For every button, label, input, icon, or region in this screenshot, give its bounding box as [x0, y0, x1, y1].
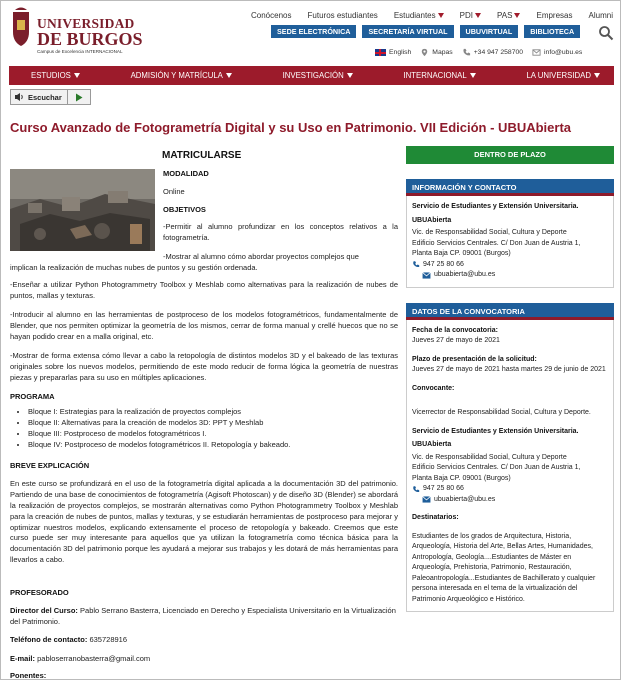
d-org: Servicio de Estudiantes y Extensión Universitaria. [412, 427, 579, 435]
email-value[interactable]: pabloserranobasterra@gmail.com [35, 654, 151, 663]
info-vic: Vic. de Responsabilidad Social, Cultura y Deporte [412, 229, 567, 236]
objetivo-4: -Introducir al alumno en las herramientas de postproceso de los modelos fotogramétricos, fundamentalmente de Blender, que nos permiten optimizar la geometría de los mismos, cerrar de forma manual y crellé huecos que no se hayan podido crear en a malla original, etc. [10, 310, 398, 341]
d-email[interactable]: ubuabierta@ubu.es [434, 495, 496, 503]
d-addr1: Edificio Servicios Centrales. C/ Don Juan de Austria 1, [412, 464, 581, 471]
d-phone-row [412, 484, 608, 495]
logo-line2: DE BURGOS [37, 29, 143, 49]
programa-item: • Bloque IV: Postproceso de modelos fotogramétricos II. Retopología y bakeado. [28, 440, 398, 451]
toplink-futuros[interactable]: Futuros estudiantes [307, 11, 378, 20]
email-label: E-mail: [10, 654, 36, 663]
modalidad-value: Online [163, 187, 185, 196]
director-row [10, 606, 398, 628]
fecha-label: Fecha de la convocatoria: [412, 326, 498, 334]
plazo-label: Plazo de presentación de la solicitud: [412, 355, 537, 363]
convocante-value: Vicerrector de Responsabilidad Social, Cultura y Deporte. [412, 409, 591, 416]
dropdown-arrow-icon [226, 73, 232, 78]
info-addr1: Edificio Servicios Centrales. C/ Don Juan de Austria 1, [412, 239, 581, 247]
phone-icon [412, 260, 420, 269]
contact-bar [375, 48, 582, 57]
mail-icon [532, 48, 541, 57]
convocante-label: Convocante: [412, 384, 455, 392]
d-vic: Vic. de Responsabilidad Social, Cultura y Deporte [412, 453, 567, 461]
university-logo[interactable] [9, 4, 143, 56]
telefono-value: 635728916 [87, 635, 127, 644]
top-links [251, 11, 613, 20]
info-email-row [422, 270, 608, 281]
programa-item: • Bloque I: Estrategias para la realización de proyectos complejos [28, 407, 398, 418]
enroll-link[interactable]: MATRICULARSE [162, 150, 242, 161]
info-ubu: UBUAbierta [412, 216, 452, 224]
play-button[interactable] [68, 90, 90, 104]
d-addr2: Planta Baja CP. 09001 (Burgos) [412, 474, 511, 482]
d-ubu: UBUAbierta [412, 441, 452, 448]
programa-heading: PROGRAMA [10, 392, 55, 401]
programa-item: • Bloque II: Alternativas para la creación de modelos 3D: PPT y Meshlab [28, 418, 398, 429]
toplink-alumni[interactable]: Alumni [588, 11, 613, 20]
programa-item: • Bloque III: Postproceso de modelos fotogramétricos I. [28, 429, 398, 440]
profesorado-heading: PROFESORADO [10, 588, 69, 597]
info-phone: 947 25 80 66 [423, 260, 464, 268]
datos-panel-header: DATOS DE LA CONVOCATORIA [406, 303, 614, 320]
course-photo [10, 169, 155, 251]
plazo-value: Jueves 27 de mayo de 2021 hasta martes 29 de junio de 2021 [412, 366, 606, 373]
info-panel [406, 196, 614, 288]
mail-icon [422, 272, 431, 279]
dropdown-arrow-icon [594, 73, 600, 78]
dropdown-arrow-icon [470, 73, 476, 78]
director-label: Director del Curso: [10, 606, 78, 615]
logo-line1: UNIVERSIDAD [37, 16, 135, 31]
quick-access-buttons [271, 25, 580, 38]
search-icon[interactable] [598, 25, 614, 41]
toplink-pas[interactable]: PAS [497, 11, 520, 20]
phone-icon [462, 48, 471, 57]
email-link[interactable]: info@ubu.es [532, 48, 582, 57]
info-org: Servicio de Estudiantes y Extensión Universitaria. [412, 203, 579, 210]
dropdown-arrow-icon [475, 13, 481, 18]
objetivo-2b: implican la realización de muchas nubes de puntos y su gestión ordenada. [10, 263, 258, 272]
main-nav [9, 66, 614, 85]
d-phone: 947 25 80 66 [423, 485, 464, 492]
ponentes-label: Ponentes: [10, 671, 47, 680]
email-row [10, 654, 398, 665]
breve-text: En este curso se profundizará en el uso de la fotogrametría digital aplicada a la documentación 3D del patrimonio. Partiendo de una base de conocimientos de fotogrametría (Agisoft Photoscan) y de diseño 3D (Blender) se abordará la realización de proyectos complejos, se mostrarán alternativas como Python Photogrammetry Toolbox y Meshlab para la creación de nubes de puntos, mallas y texturas, y se estudiarán herramientas de postproceso para mejorar y optimizar nuestros modelos, explicando extensamente el proceso de retopología y bakeado. Creemos que este curso puede ser muy interesante para aquellos que ya utilizan la fotogrametría como técnica básica para la documentación 3D del patrimonio porque les ayudará a mejorar sus trabajos y les dotará de más herramientas para llevarlos a cabo. [10, 479, 398, 565]
objetivo-3: -Enseñar a utilizar Python Photogrammetry Toolbox y Meshlab como alternativas para la realización de nubes de puntos, mallas y texturas. [10, 280, 398, 300]
biblioteca-button[interactable]: BIBLIOTECA [524, 25, 580, 38]
nav-admision[interactable]: ADMISIÓN Y MATRÍCULA [131, 71, 232, 80]
language-switch[interactable]: English [375, 49, 411, 56]
play-icon [75, 93, 83, 102]
director-value: Pablo Serrano Basterra, Licenciado en Derecho y Especialista Universitario en la Virtualización del Patrimonio. [10, 606, 396, 626]
programa-list [10, 407, 398, 451]
toplink-pdi[interactable]: PDI [460, 11, 481, 20]
phone-icon [412, 485, 420, 494]
nav-investigacion[interactable]: INVESTIGACIÓN [283, 71, 353, 80]
ruins-image [10, 169, 155, 251]
toplink-empresas[interactable]: Empresas [536, 11, 573, 20]
speaker-icon [14, 92, 25, 102]
map-pin-icon [420, 48, 429, 57]
destinatarios-label: Destinatarios: [412, 514, 459, 521]
toplink-estudiantes[interactable]: Estudiantes [394, 11, 444, 20]
info-phone-row [412, 260, 608, 271]
telefono-label: Teléfono de contacto: [10, 635, 88, 644]
mail-icon [422, 496, 431, 503]
toplink-conocenos[interactable]: Conócenos [251, 11, 292, 20]
info-email[interactable]: ubuabierta@ubu.es [434, 271, 496, 278]
breve-heading: BREVE EXPLICACIÓN [10, 461, 90, 470]
ubuvirtual-button[interactable]: UBUVIRTUAL [460, 25, 519, 38]
d-email-row [422, 495, 608, 506]
listen-widget [10, 89, 91, 105]
dropdown-arrow-icon [74, 73, 80, 78]
nav-universidad[interactable]: LA UNIVERSIDAD [526, 71, 600, 80]
maps-link[interactable]: Mapas [420, 48, 452, 57]
sidebar [406, 146, 614, 612]
objetivo-2a: -Mostrar al alumno cómo abordar proyectos complejos que [163, 252, 359, 261]
secretaria-virtual-button[interactable]: SECRETARÍA VIRTUAL [362, 25, 453, 38]
objetivo-1: -Permitir al alumno profundizar en los conceptos relativos a la fotogrametría. [163, 222, 398, 242]
nav-internacional[interactable]: INTERNACIONAL [403, 71, 475, 80]
dropdown-arrow-icon [347, 73, 353, 78]
status-button[interactable]: DENTRO DE PLAZO [406, 146, 614, 164]
fecha-value: Jueves 27 de mayo de 2021 [412, 337, 500, 344]
phone-link[interactable]: +34 947 258700 [462, 48, 523, 57]
page-title: Curso Avanzado de Fotogrametría Digital y su Uso en Patrimonio. VII Edición - UBUAbierta [10, 120, 572, 135]
nav-estudios[interactable]: ESTUDIOS [31, 71, 80, 80]
modalidad-label: MODALIDAD [163, 169, 209, 178]
info-panel-header: INFORMACIÓN Y CONTACTO [406, 179, 614, 196]
objetivo-5: -Mostrar de forma extensa cómo llevar a cabo la retopología de distintos modelos 3D y el bakeado de las texturas originales sobre los nuevos modelos, permitiendo de este modo reducir de forma lógica la geometría de nuestras piezas y prepararlas para su uso en múltiples aplicaciones. [10, 351, 398, 382]
telefono-row [10, 635, 398, 646]
datos-panel [406, 320, 614, 613]
dropdown-arrow-icon [438, 13, 444, 18]
logo-tagline: Campus de Excelencia INTERNACIONAL [37, 49, 123, 54]
listen-button[interactable]: Escuchar [11, 90, 68, 104]
crest-icon [9, 6, 33, 48]
destinatarios-value: Estudiantes de los grados de Arquitectura, Historia, Arqueología, Historia del Arte, Bellas Artes, Humanidades, Antropología, Geología....Estudiantes de Máster en Arqueología, Prehistoria, Patrimonio, Restauración, Paleoantropología...Estudiantes de Bachillerato y cualquier persona interesada en el tema de la virtualización del Patrimonio Arqueológico e Histórico. [412, 532, 596, 603]
uk-flag-icon [375, 49, 386, 56]
sede-electronica-button[interactable]: SEDE ELECTRÓNICA [271, 25, 356, 38]
dropdown-arrow-icon [514, 13, 520, 18]
info-addr2: Planta Baja CP. 09001 (Burgos) [412, 250, 511, 257]
objetivos-label: OBJETIVOS [163, 205, 206, 214]
